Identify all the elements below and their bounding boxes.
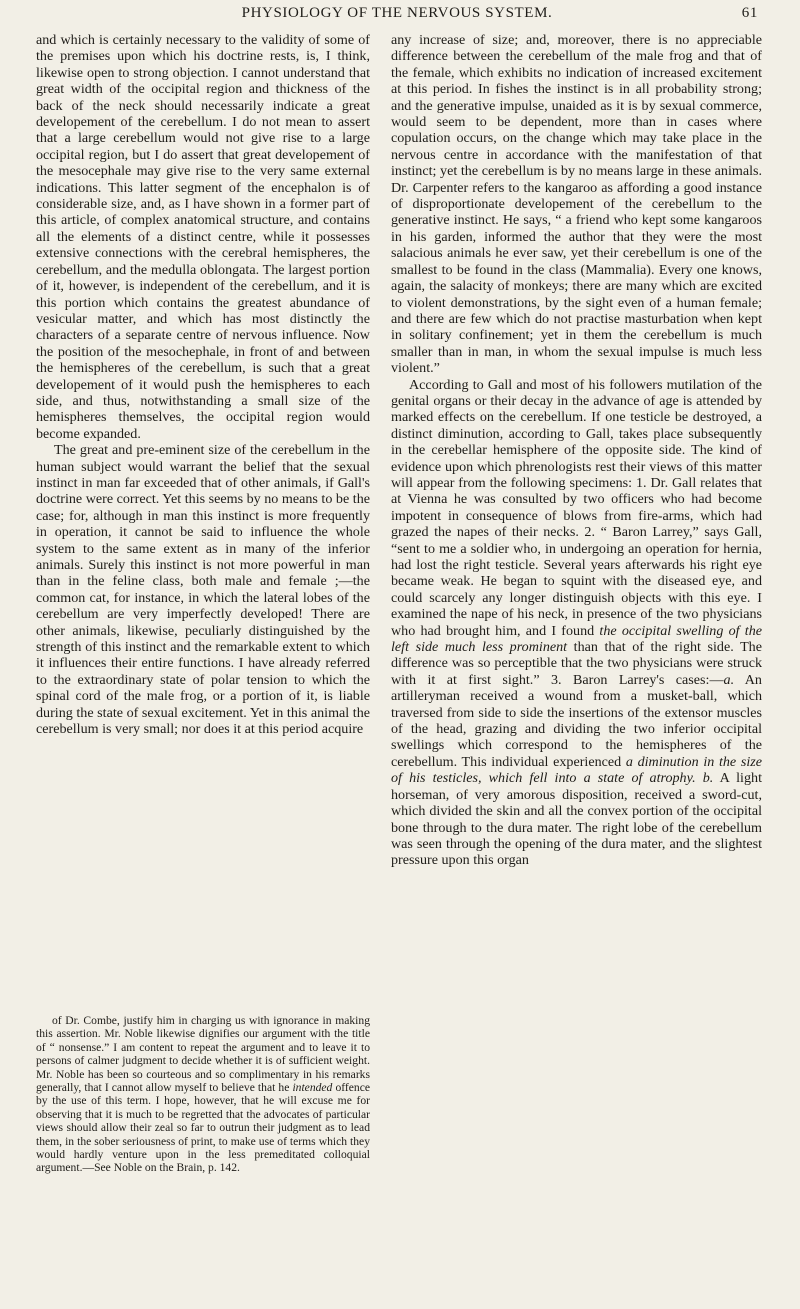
- paragraph: The great and pre-eminent size of the cerebellum in the human subject would warrant the belief that the sexual instinct in man far exceeded that of other animals, if Gall's doctrine were correct. Yet this seems by no means to be the case; for, although in man this instinct is more frequently in operation, it cannot be said to influence the whole system to the same extent as in many of the inferior animals. Surely this instinct is not more powerful in man than in the feline class, both male and female ;—the common cat, for instance, in which the lateral lobes of the cerebellum are very imperfectly developed! There are other animals, likewise, peculiarly distinguished by the strength of this instinct and the remarkable extent to which it influences their entire functions. I have already referred to the extraordinary state of polar tension to which the spinal cord of the male frog, or a portion of it, is liable during the state of sexual excitement. Yet in this animal the cerebellum is very small; nor does it at this period acquire: [36, 442, 370, 738]
- footnote-text: offence by the use of this term. I hope, however, that he will excuse me for observing that it is much to be regretted that the advocates of particular views should allow their zeal so far to outrun their judgment as to lead them, in the sober seriousness of print, to make use of terms which they would hardly venture upon in the less premeditated colloquial argument.—See Noble on the Brain, p. 142.: [36, 1081, 370, 1175]
- italic-run: the occipital swelling of the left side much less prominent: [391, 622, 762, 656]
- text-run: than that of the right side. The difference was so perceptible that the two physicians were struck with it at first sight.” 3. Baron Larrey's cases:—: [391, 639, 762, 688]
- page-number: 61: [741, 5, 758, 21]
- running-header: [36, 2, 758, 28]
- right-column: [391, 32, 762, 869]
- running-title: PHYSIOLOGY OF THE NERVOUS SYSTEM.: [241, 5, 553, 21]
- text-run: An artilleryman received a wound from a musket-ball, which traversed from side to side the insertions of the extensor muscles of the head, grazing and dividing the two inferior occipital swellings which correspond to the hemispheres of the cerebellum. This individual experienced: [391, 671, 762, 770]
- left-column: [36, 32, 370, 737]
- footnote-paragraph: [36, 1014, 370, 1175]
- paragraph: and which is certainly necessary to the validity of some of the premises upon which his doctrine rests, is, I think, likewise open to strong objection. I cannot understand that great width of the occipital region and thickness of the back of the neck should necessarily indicate a great developement of the cerebellum. I do not mean to assert that a large cerebellum would not give rise to a large occipital region, but I do assert that great developement of the mesocephale may give rise to the very same external indications. This latter segment of the encephalon is of considerable size, and, as I have shown in a former part of this article, of complex anatomical structure, and contains all the elements of a distinct centre, while it possesses extensive connections with the cerebral hemispheres, the cerebellum, and the medulla oblongata. The largest portion of it, however, is independent of the cerebellum, and it is this portion which contains the greatest abundance of vesicular matter, and which has most distinctly the characters of a separate centre of nervous influence. Now the position of the mesochephale, in front of and between the hemispheres of the cerebellum, is such that a great developement of it would push the hemispheres to each side, and thus, notwithstanding a small size of the hemispheres themselves, the occipital region would become expanded.: [36, 32, 370, 442]
- footnote-text: of Dr. Combe, justify him in charging us with ignorance in making this assertion. Mr. Noble likewise dignifies our argument with the title of “ nonsense.” I am content to repeat the argument and to leave it to persons of calmer judgment to decide whether it is of sufficient weight. Mr. Noble has been so courteous and so complimentary in his remarks generally, that I cannot allow myself to believe that he: [36, 1014, 370, 1095]
- footnote-italic: intended: [292, 1081, 333, 1095]
- text-run: According to Gall and most of his followers mutilation of the genital organs or their decay in the advance of age is attended by marked effects on the cerebellum. If one testicle be destroyed, a distinct diminution, according to Gall, takes place subsequently in the cerebellar hemisphere of the opposite side. The kind of evidence upon which phrenologists rest their views of this matter will appear from the following specimens: 1. Dr. Gall relates that at Vienna he was consulted by two officers who had become impotent in consequence of blows from fire-arms, which had grazed the napes of their necks. 2. “ Baron Larrey,” says Gall, “sent to me a soldier who, in undergoing an operation for hernia, had lost the right testicle. Several years afterwards his right eye became weak. He began to squint with the diseased eye, and could scarcely any longer distinguish objects with this eye. I examined the nape of his neck, in presence of the two physicians who had brought him, and I found: [391, 376, 762, 639]
- italic-run: a.: [723, 671, 735, 688]
- italic-run: a diminution in the size of his testicles, which fell into a state of atrophy.: [391, 753, 762, 787]
- paragraph: any increase of size; and, moreover, there is no appreciable difference between the cerebellum of the male frog and that of the female, which exhibits no indication of increased excitement at this period. In fishes the instinct is in all probability strong; and the generative impulse, unaided as it is by sexual commerce, would seem to be dependent, more than in cases where copulation occurs, on the change which may take place in the nervous centre in accordance with the manifestation of that instinct; yet the cerebellum is by no means large in these animals. Dr. Carpenter refers to the kangaroo as affording a good instance of disproportionate developement of the cerebellum to the generative instinct. He says, “ a friend who kept some kangaroos in his garden, informed the author that they were the most salacious animals he ever saw, yet their cerebellum is one of the smallest to be found in the class (Mammalia). Every one knows, again, the salacity of monkeys; there are many which are excited to violent demonstrations, by the sight even of a human female; and there are few which do not practise masturbation when kept in solitary confinement; yet in them the cerebellum is much smaller than in man, in whom the sexual impulse is much less violent.”: [391, 32, 762, 377]
- italic-run: b.: [702, 770, 714, 787]
- paragraph: [391, 377, 762, 869]
- footnote: [36, 1014, 370, 1175]
- text-run: A light horseman, of very amorous disposition, received a sword-cut, which divided the skin and all the convex portion of the occipital bone through to the dura mater. The right lobe of the cerebellum was seen through the opening of the dura mater, and the slightest pressure upon this organ: [391, 770, 762, 869]
